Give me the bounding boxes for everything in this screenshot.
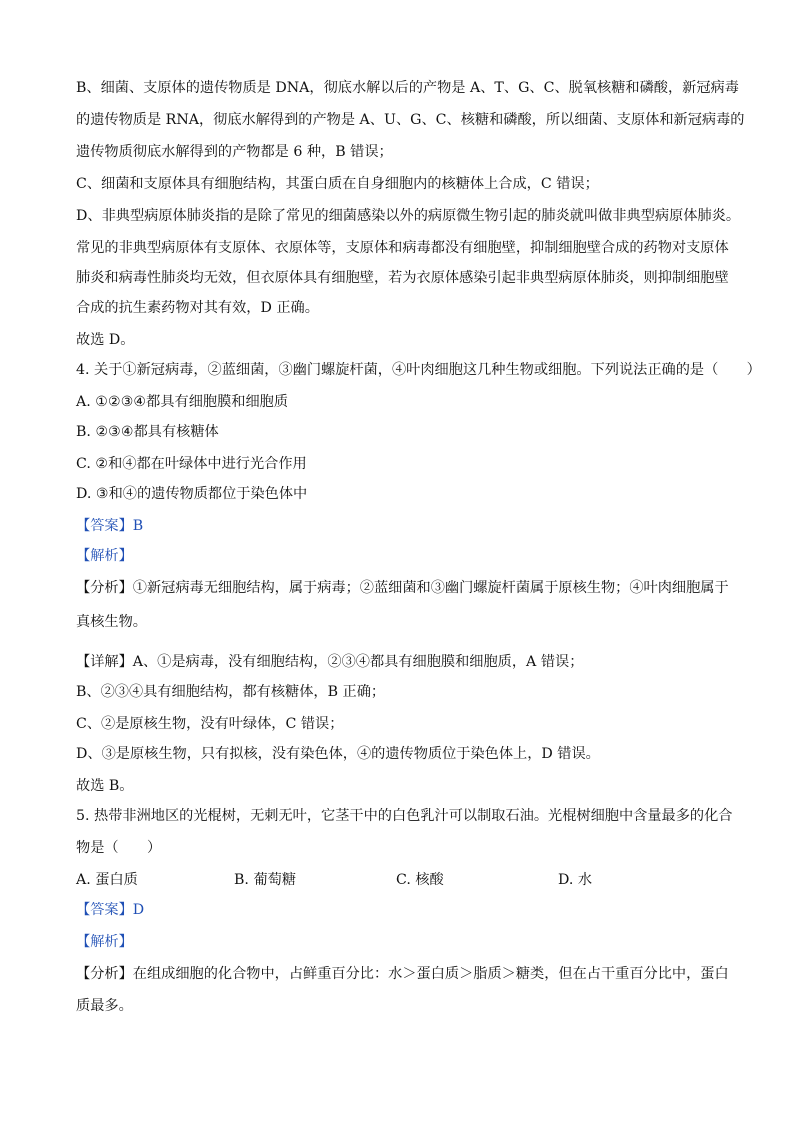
q3-explanation-b-line-2: 的遗传物质是 RNA，彻底水解得到的产物是 A、U、G、C、核糖和磷酸，所以细菌、支原体和新冠病毒的: [76, 112, 745, 128]
q3-explanation-d-line-4: 合成的抗生素药物对其有效，D 正确。: [76, 300, 319, 316]
q5-stem-line-1: 5. 热带非洲地区的光棍树，无刺无叶，它茎干中的白色乳汁可以制取石油。光棍树细胞中含量最多的化合: [76, 808, 733, 824]
q4-choice: 故选 B。: [76, 778, 134, 794]
q5-option-d: D. 水: [558, 872, 593, 888]
q4-analysis-heading: 【解析】: [76, 548, 133, 564]
q3-explanation-b-line-1: B、细菌、支原体的遗传物质是 DNA，彻底水解以后的产物是 A、T、G、C、脱氧核糖和磷酸，新冠病毒: [76, 80, 739, 96]
q3-explanation-d-line-1: D、非典型病原体肺炎指的是除了常见的细菌感染以外的病原微生物引起的肺炎就叫做非典型病原体肺炎。: [76, 208, 741, 224]
q5-analysis-line-1: 【分析】在组成细胞的化合物中，占鲜重百分比：水＞蛋白质＞脂质＞糖类，但在占干重百分比中，蛋白: [76, 966, 729, 982]
q4-detail-d: D、③是原核生物，只有拟核，没有染色体，④的遗传物质位于染色体上，D 错误。: [76, 746, 600, 762]
q4-option-b: B. ②③④都具有核糖体: [76, 424, 219, 440]
q4-detail-b: B、②③④具有细胞结构，都有核糖体，B 正确；: [76, 684, 386, 700]
q4-option-a: A. ①②③④都具有细胞膜和细胞质: [76, 394, 289, 410]
q5-stem-line-2: 物是（ ）: [76, 840, 162, 856]
q5-option-b: B. 葡萄糖: [234, 872, 297, 888]
q5-option-c: C. 核酸: [396, 872, 444, 888]
q3-explanation-b-line-3: 遗传物质彻底水解得到的产物都是 6 种，B 错误；: [76, 144, 393, 160]
q3-explanation-d-line-3: 肺炎和病毒性肺炎均无效，但衣原体具有细胞壁，若为衣原体感染引起非典型病原体肺炎，则抑制细胞壁: [76, 270, 729, 286]
q4-stem: 4. 关于①新冠病毒，②蓝细菌，③幽门螺旋杆菌，④叶肉细胞这几种生物或细胞。下列说法正确的是（ ）: [76, 362, 761, 378]
q4-detail-c: C、②是原核生物，没有叶绿体，C 错误；: [76, 716, 344, 732]
q3-explanation-c-line: C、细菌和支原体具有细胞结构，其蛋白质在自身细胞内的核糖体上合成，C 错误；: [76, 176, 599, 192]
q4-answer: 【答案】B: [76, 518, 144, 534]
q4-option-c: C. ②和④都在叶绿体中进行光合作用: [76, 456, 307, 472]
q3-choice: 故选 D。: [76, 332, 135, 348]
q4-analysis-line-2: 真核生物。: [76, 614, 147, 630]
q5-analysis-line-2: 质最多。: [76, 998, 133, 1014]
q3-explanation-d-line-2: 常见的非典型病原体有支原体、衣原体等，支原体和病毒都没有细胞壁，抑制细胞壁合成的药物对支原体: [76, 240, 729, 256]
q4-option-d: D. ③和④的遗传物质都位于染色体中: [76, 486, 308, 502]
q5-option-a: A. 蛋白质: [76, 872, 138, 888]
q5-analysis-heading: 【解析】: [76, 934, 133, 950]
q4-analysis-line-1: 【分析】①新冠病毒无细胞结构，属于病毒；②蓝细菌和③幽门螺旋杆菌属于原核生物；④叶肉细胞属于: [76, 580, 729, 596]
q4-detail-a: 【详解】A、①是病毒，没有细胞结构，②③④都具有细胞膜和细胞质，A 错误；: [76, 654, 584, 670]
q5-answer: 【答案】D: [76, 902, 145, 918]
